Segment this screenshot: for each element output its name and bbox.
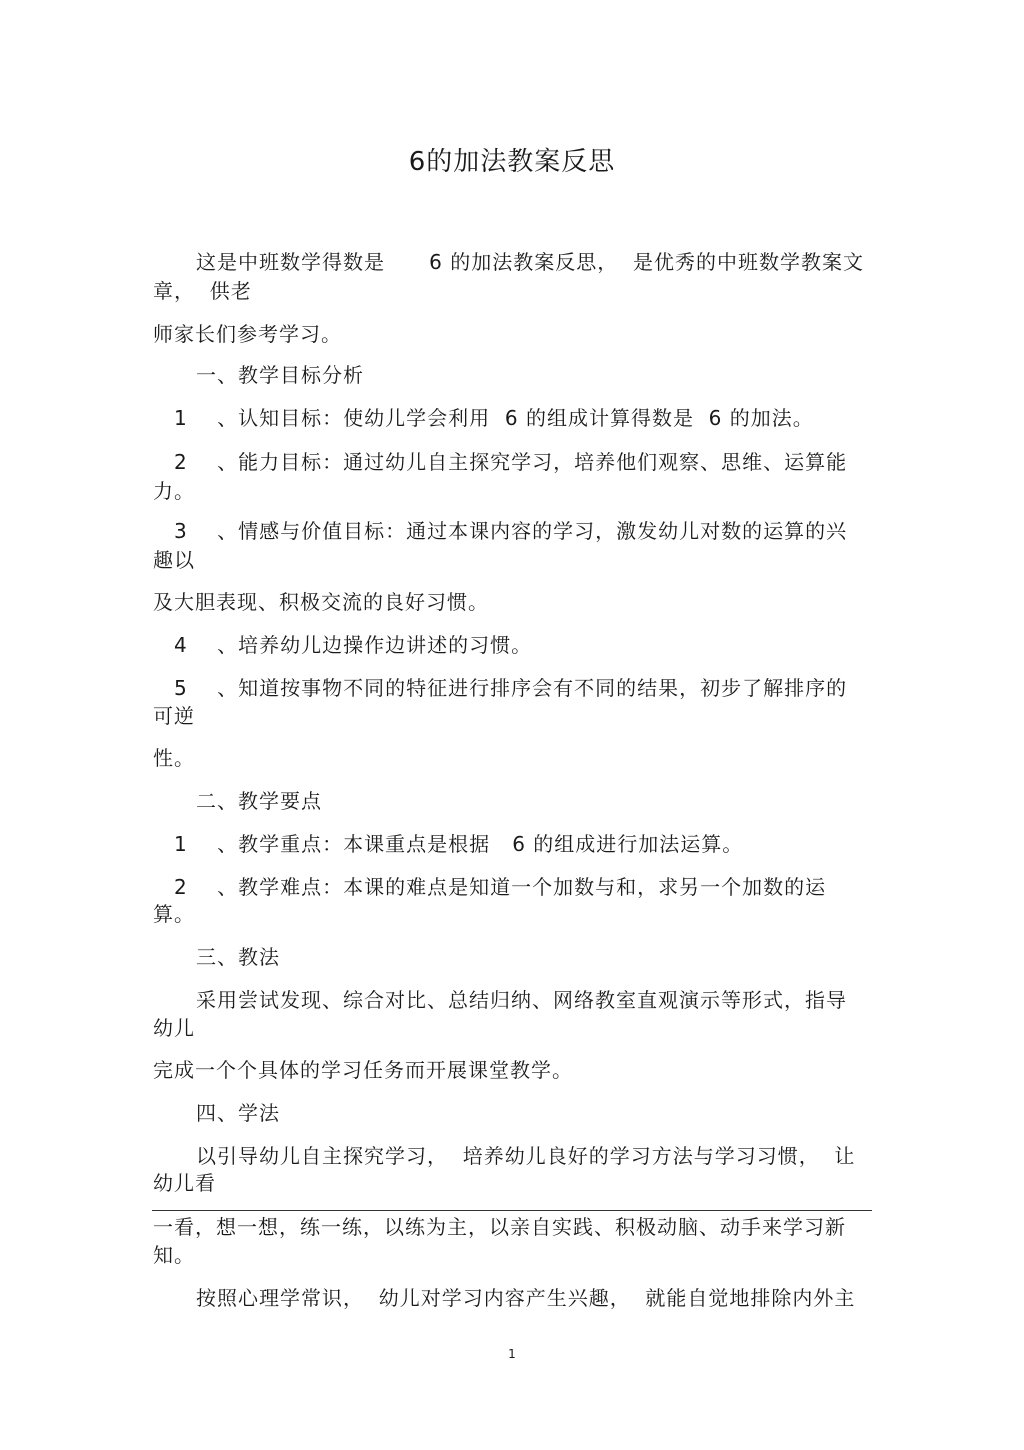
text-line: 幼儿 [153,1016,195,1040]
text-line: 1 、教学重点：本课重点是根据 6 的组成进行加法运算。 [174,832,744,856]
text-line: 幼儿看 [153,1171,216,1195]
horizontal-rule [152,1210,872,1211]
document-title: 6的加法教案反思 [408,147,616,177]
text-line: 一看，想一想，练一练，以练为主，以亲自实践、积极动脑、动手来学习新 [153,1215,846,1239]
text-line: 3 、情感与价值目标：通过本课内容的学习，激发幼儿对数的运算的兴 [174,519,848,543]
text-line: 师家长们参考学习。 [153,322,342,346]
section-heading: 四、学法 [196,1101,280,1125]
text-line: 性。 [153,746,195,770]
section-heading: 三、教法 [196,945,280,969]
text-line: 算。 [153,902,195,926]
text-line: 4 、培养幼儿边操作边讲述的习惯。 [174,633,533,657]
text-line: 完成一个个具体的学习任务而开展课堂教学。 [153,1058,573,1082]
text-line: 及大胆表现、积极交流的良好习惯。 [153,590,489,614]
text-line: 这是中班数学得数是 6 的加法教案反思， 是优秀的中班数学教案文 [196,250,864,274]
text-line: 5 、知道按事物不同的特征进行排序会有不同的结果，初步了解排序的 [174,676,848,700]
text-line: 2 、能力目标：通过幼儿自主探究学习，培养他们观察、思维、运算能 [174,450,848,474]
section-heading: 二、教学要点 [196,789,322,813]
text-line: 按照心理学常识， 幼儿对学习内容产生兴趣， 就能自觉地排除内外主 [196,1286,856,1310]
text-line: 采用尝试发现、综合对比、总结归纳、网络教室直观演示等形式，指导 [196,988,847,1012]
section-heading: 一、教学目标分析 [196,363,364,387]
text-line: 力。 [153,479,195,503]
text-line: 可逆 [153,704,195,728]
text-line: 趣以 [153,548,195,572]
page-number: 1 [508,1347,516,1361]
text-line: 2 、教学难点：本课的难点是知道一个加数与和，求另一个加数的运 [174,875,827,899]
text-line: 知。 [153,1243,195,1267]
text-line: 1 、认知目标：使幼儿学会利用 6 的组成计算得数是 6 的加法。 [174,406,814,430]
text-line: 以引导幼儿自主探究学习， 培养幼儿良好的学习方法与学习习惯， 让 [196,1144,856,1168]
text-line: 章， 供老 [153,279,252,303]
